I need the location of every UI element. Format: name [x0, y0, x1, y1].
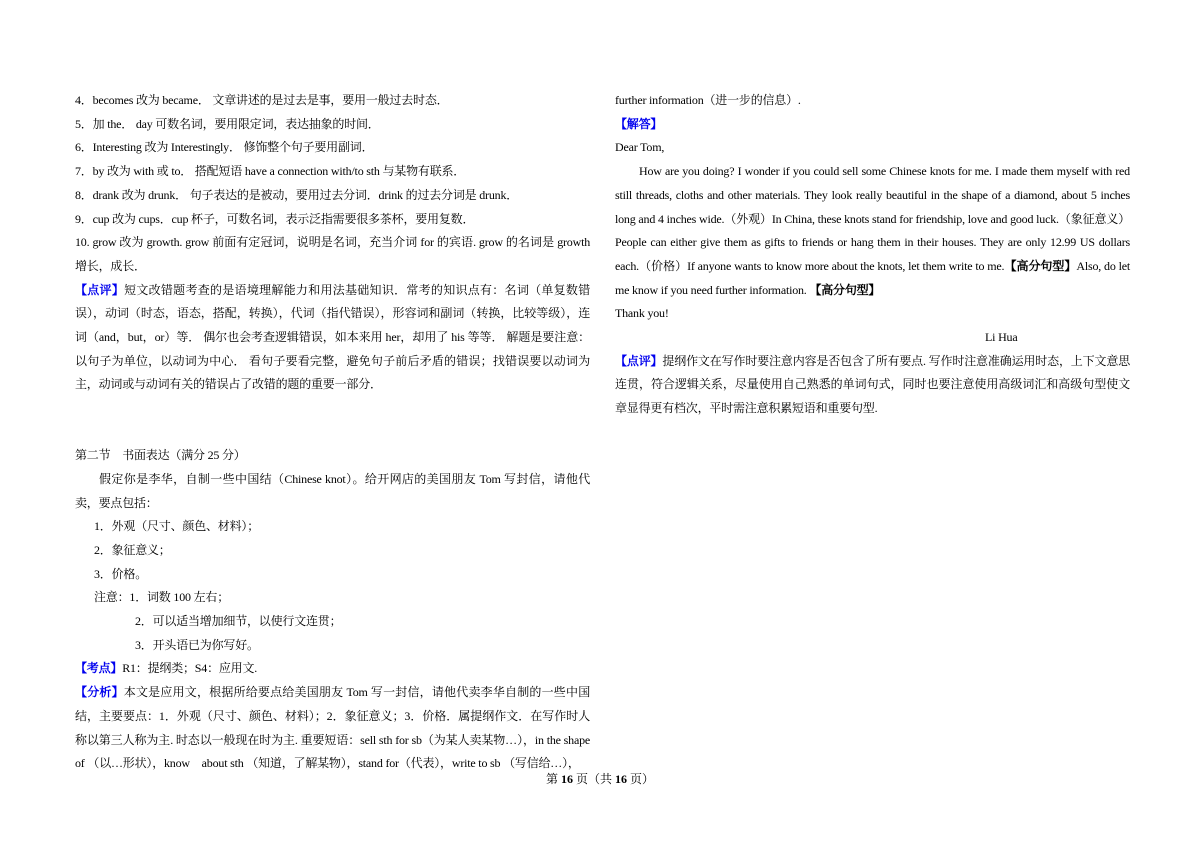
text-segment: 9．cup 改为 cups．cup 杯子，可数名词，表示泛指需要很多茶杯，要用复数． — [75, 211, 475, 226]
text-segment: 3．开头语已为你写好。 — [135, 637, 259, 652]
footer-text: 页） — [627, 772, 655, 786]
text-segment: 第二节 书面表达（满分 25 分） — [75, 448, 246, 463]
section-label: 【点评】 — [615, 353, 663, 368]
paragraph — [75, 610, 590, 634]
paragraph — [75, 444, 590, 468]
text-segment: Dear Tom, — [615, 140, 665, 155]
text-segment: 短文改错题考查的是语境理解能力和用法基础知识．常考的知识点有：名词（单复数错误），动词（时态，语态，搭配，转换），代词（指代错误），形容词和副词（转换，比较等级），连词（and，but，or）等． 偶尔也会考查逻辑错误，如本来用 her，却用了 his 等等． 解题是要注意：以句子为单位，以动词为中心． 看句子要看完整，避免句子前后矛盾的错误；找错误要以动词为主，动词或与动词有关的错误占了改错的题的重要一部分． — [75, 282, 590, 392]
page-footer — [0, 770, 1200, 788]
paragraph — [75, 586, 590, 610]
right-column — [615, 89, 1130, 776]
text-segment: 4．becomes 改为 became． 文章讲述的是过去是事，要用一般过去时态． — [75, 93, 449, 107]
text-segment: 2．可以适当增加细节，以使行文连贯； — [135, 614, 342, 629]
paragraph — [75, 681, 590, 776]
paragraph — [75, 113, 590, 137]
text-segment: 提纲作文在写作时要注意内容是否包含了所有要点. 写作时注意准确运用时态，上下文意思连贯，符合逻辑关系，尽量使用自己熟悉的单词句式，同时也要注意使用高级词汇和高级句型使文章显得更有档次，平时需注意积累短语和重要句型. — [615, 353, 1130, 416]
text-segment: Li Hua — [985, 330, 1018, 345]
paragraph — [615, 136, 1130, 160]
section-label: 【分析】 — [75, 685, 124, 700]
paragraph — [75, 184, 590, 208]
text-segment: 10. grow 改为 growth. grow 前面有定冠词，说明是名词，充当介词 for 的宾语. grow 的名词是 growth 增长，成长． — [75, 235, 590, 273]
paragraph — [75, 279, 590, 398]
paragraph — [615, 302, 1130, 326]
text-segment: 1．外观（尺寸、颜色、材料）； — [94, 519, 260, 534]
paragraph — [615, 89, 1130, 113]
text-segment: 3．价格。 — [94, 566, 148, 581]
left-column — [75, 89, 590, 776]
text-segment: 5．加 the． day 可数名词，要用限定词，表达抽象的时间． — [75, 116, 380, 131]
highlight-label: 【高分句型】 — [1004, 258, 1077, 273]
section-label: 【考点】 — [75, 661, 123, 676]
paragraph — [615, 350, 1130, 421]
footer-text: 第 — [545, 772, 561, 786]
paragraph — [75, 634, 590, 658]
text-segment: further information（进一步的信息）. — [615, 93, 801, 107]
paragraph — [615, 113, 1130, 137]
text-segment: 本文是应用文，根据所给要点给美国朋友 Tom 写一封信，请他代卖李华自制的一些中国结，主要要点：1．外观（尺寸、颜色、材料）；2．象征意义；3．价格．属提纲作文．在写作时人称以第三人称为主. 时态以一般现在时为主. 重要短语：sell sth for sb（为某人卖某物…），in the shape of （以…形状），know about sth （知道，了解某物），stand for（代表），write to sb （写信给…）， — [75, 685, 590, 771]
paragraph — [75, 539, 590, 563]
section-label: 【点评】 — [75, 282, 125, 297]
paragraph — [615, 326, 1130, 350]
paragraph — [615, 160, 1130, 302]
footer-text: 页（共 — [572, 772, 615, 786]
paragraph — [75, 657, 590, 681]
paragraph — [75, 160, 590, 184]
paragraph — [75, 89, 590, 113]
paragraph — [75, 231, 590, 278]
paragraph — [75, 208, 590, 232]
text-segment: R1：提纲类；S4：应用文. — [122, 661, 258, 676]
text-segment: Also, do let me know if you need further information. — [615, 258, 1131, 297]
highlight-label: 【高分句型】 — [809, 282, 881, 297]
text-segment: How are you doing? I wonder if you could sell some Chinese knots for me. I made them myself with red still threads, cloths and other materials. They look really beautiful in the shape of a diamond, about 5 inches long and 4 inches wide.（外观）In China, these knots stand for friendship, love and good luck.（象征意义）People can either give them as gifts to friends or hang them in their houses. They are only 12.99 US dollars each.（价格）If anyone wants to know more about the knots, let them write to me. — [615, 164, 1130, 273]
page-number: 16 — [560, 772, 573, 786]
text-segment: 7．by 改为 with 或 to． 搭配短语 have a connection with/to sth 与某物有联系． — [75, 164, 466, 179]
paragraph — [75, 136, 590, 160]
text-segment: 注意：1．词数 100 左右； — [94, 590, 230, 605]
section-label: 【解答】 — [615, 116, 663, 131]
text-segment: 2．象征意义； — [94, 542, 171, 557]
paragraph — [75, 515, 590, 539]
paragraph — [75, 563, 590, 587]
paragraph — [75, 468, 590, 515]
text-segment: 假定你是李华，自制一些中国结（Chinese knot）。给开网店的美国朋友 Tom 写封信，请他代卖，要点包括： — [75, 471, 590, 510]
text-segment: 6．Interesting 改为 Interestingly． 修饰整个句子要用副词． — [75, 140, 374, 155]
text-segment: Thank you! — [615, 306, 669, 321]
text-segment: 8．drank 改为 drunk． 句子表达的是被动，要用过去分词．drink 的过去分词是 drunk． — [75, 187, 519, 202]
total-pages: 16 — [615, 772, 627, 786]
